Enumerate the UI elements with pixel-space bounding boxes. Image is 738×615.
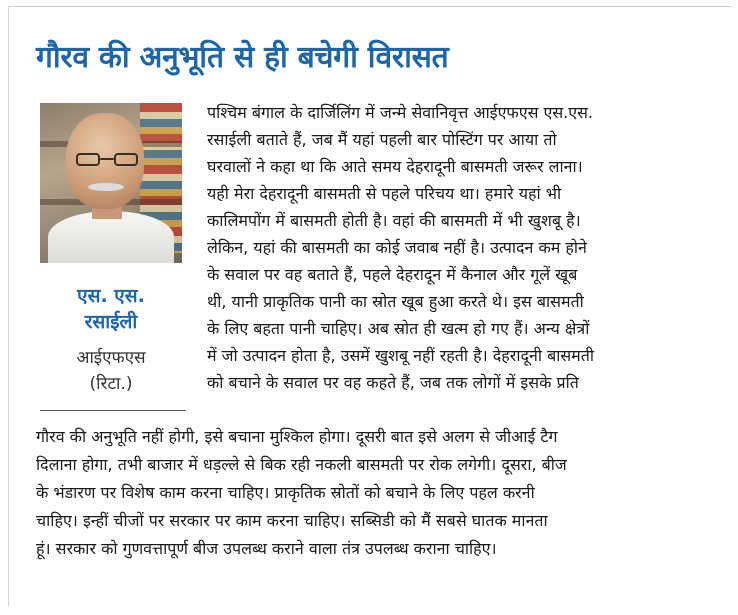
body-line: रसाईली बताते हैं, जब मैं यहां पहली बार पोस्टिंग पर आया तो (207, 130, 557, 149)
person-designation-line2: (रिटा.) (89, 374, 133, 394)
body-line: यही मेरा देहरादूनी बासमती से पहले परिचय था। हमारे यहां भी (207, 184, 562, 203)
person-name-line1: एस. एस. (77, 285, 145, 307)
body-line: के भंडारण पर विशेष काम करना चाहिए। प्राकृतिक स्रोतों को बचाने के लिए पहल करनी (36, 483, 535, 502)
mustache-shape (88, 183, 124, 191)
body-line: के सवाल पर वह बताते हैं, पहले देहरादून में कैनाल और गूलें खूब (207, 265, 578, 284)
frame-left-border (8, 6, 9, 607)
body-line: घरवालों ने कहा था कि आते समय देहरादूनी बासमती जरूर लाना। (207, 157, 583, 176)
frame-top-border (8, 6, 732, 7)
person-designation-line1: आईएफएस (76, 348, 146, 368)
person-name-line2: रसाईली (84, 311, 138, 333)
body-line: चाहिए। इन्हीं चीजों पर सरकार पर काम करना चाहिए। सब्सिडी को मैं सबसे घातक मानता (36, 511, 548, 530)
body-line: को बचाने के सवाल पर वह कहते हैं, जब तक लोगों में इसके प्रति (207, 373, 579, 392)
body-line: के लिए बहता पानी चाहिए। अब स्रोत ही खत्म हो गए हैं। अन्य क्षेत्रों (207, 319, 590, 338)
body-line: कालिमपोंग में बासमती होती है। वहां की बासमती में भी खुशबू है। (207, 211, 581, 230)
body-line: पश्चिम बंगाल के दार्जिलिंग में जन्मे सेवानिवृत्त आईएफएस एस.एस. (207, 103, 594, 122)
body-line: गौरव की अनुभूति नहीं होगी, इसे बचाना मुश्किल होगा। दूसरी बात इसे अलग से जीआई टैग (36, 427, 558, 446)
body-line: हूं। सरकार को गुणवत्तापूर्ण बीज उपलब्ध कराने वाला तंत्र उपलब्ध कराना चाहिए। (36, 539, 497, 558)
body-line: लेकिन, यहां की बासमती का कोई जवाब नहीं है। उत्पादन कम होने (207, 238, 587, 257)
headline: गौरव की अनुभूति से ही बचेगी विरासत (36, 40, 449, 75)
portrait-photo (40, 103, 182, 263)
caption-divider (40, 410, 186, 411)
glasses-icon (76, 153, 138, 167)
body-line: में जो उत्पादन होता है, उसमें खुशबू नहीं रहती है। देहरादूनी बासमती (207, 346, 594, 365)
body-line: थी, यानी प्राकृतिक पानी का स्रोत खूब हुआ करते थे। इस बासमती (207, 292, 584, 311)
body-line: दिलाना होगा, तभी बाजार में धड़ल्ले से बिक रही नकली बासमती पर रोक लगेगी। दूसरा, बीज (36, 455, 567, 474)
